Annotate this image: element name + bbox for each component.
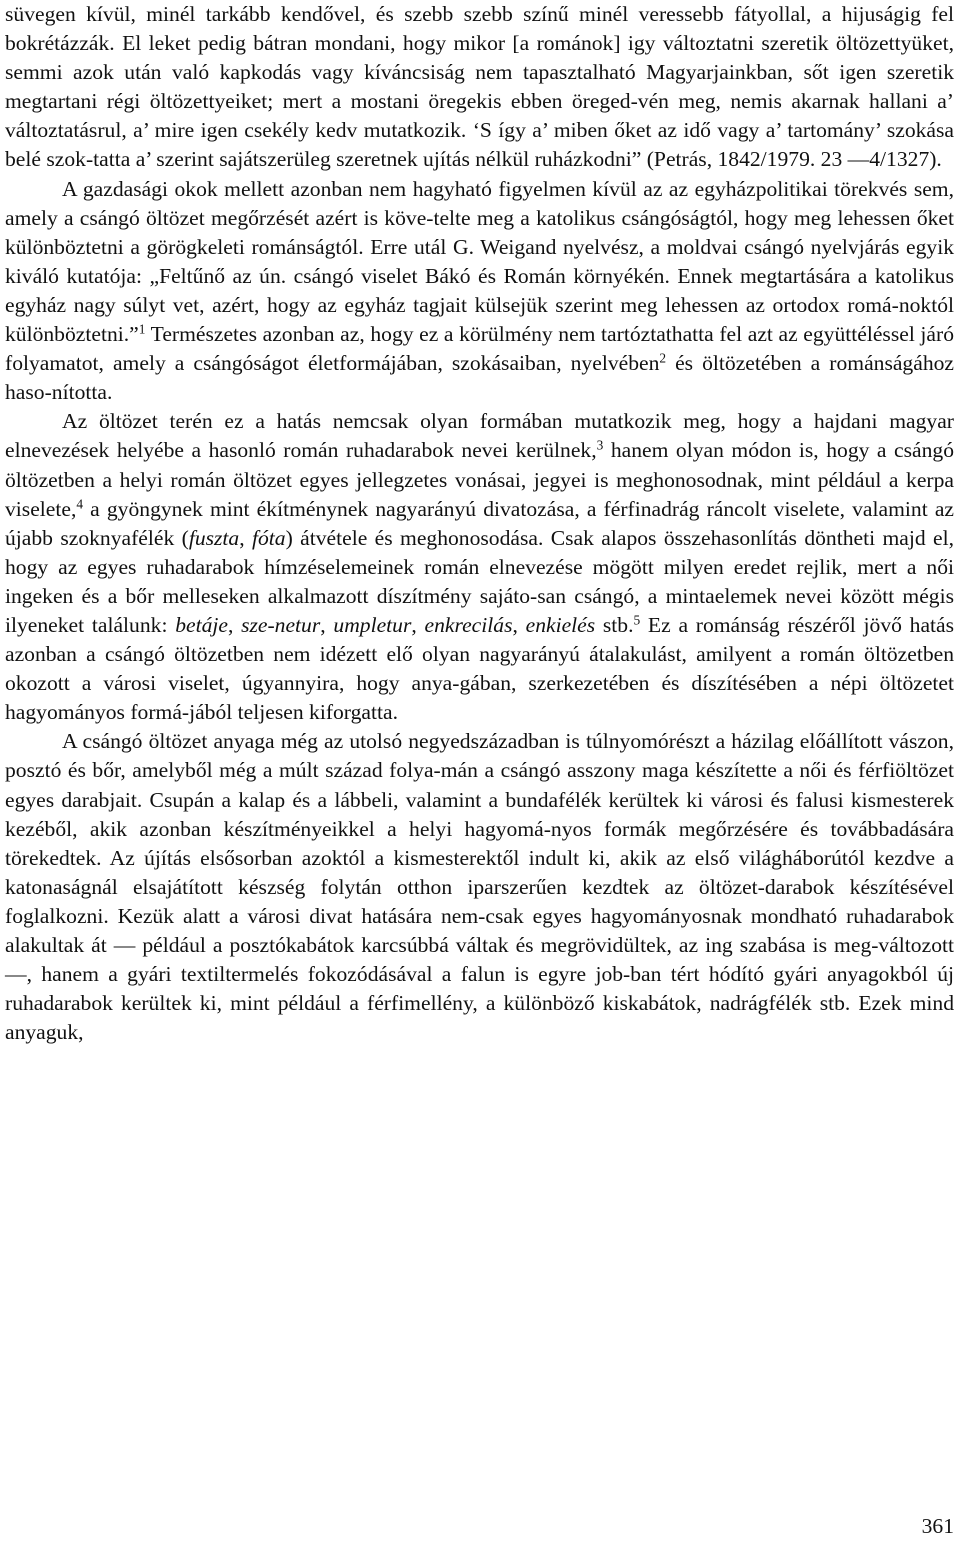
text-run: A gazdasági okok mellett azonban nem hagyható figyelmen kívül az az egyházpolitikai törekvés sem, amely a csángó öltözet megőrzését azért is köve-telte meg a katolikus csángóságtól, hogy meg lehessen őket különböztetni a görögkeleti románságtól. Erre utál G. Weigand nyelvész, a moldvai csángó nyelvjárás egyik kiváló kutatója: „Feltűnő az ún. csángó viselet Bákó és Román környékén. Ennek megtartására a katolikus egyház nagy súlyt vet, azért, hogy az egyház tagjait külsejük szerint meg lehessen az ortodox romá-noktól különböztetni.” <box>5 176 954 347</box>
footnote-ref: 3 <box>596 438 604 454</box>
italic-term: umpletur <box>333 612 412 637</box>
text-run: süvegen kívül, minél tarkább kendővel, és szebb szebb színű minél veressebb fátyollal, a hijuságig fel bokrétázzák. El leket pedig bátran mondani, hogy mikor [a románok] igy változtatni szeretik öltözettyüket, semmi azok után való kapkodás vagy kíváncsiság nem tapasztalható Magyarjainkban, sőt igen szeretik megtartani régi öltözettyeiket; mert a mostani öregekis ebben öreged-vén meg, nemis akarnak hallani a’ változtatásrul, a’ mire igen csekély kedv mutatkozik. ‘S így a’ miben őket az idő vagy a’ tartomány’ szokása belé szok-tatta a’ szerint sajátszerüleg szeretnek ujítás nélkül ruházkodni” (Petrás, 1842/1979. 23 —4/1327). <box>5 2 954 172</box>
italic-term: enkrecilás <box>424 612 513 637</box>
italic-term: fuszta <box>188 525 240 550</box>
text-run: , <box>512 612 526 637</box>
text-run: stb. <box>595 612 634 637</box>
text-run: hanem olyan módon is, hogy a csángó öltözetben a helyi román öltözet egyes jellegzetes vonásai, jegyei is meghonosodnak, mint például a kerpa viselete, <box>5 438 954 521</box>
text-run: Ez a románság részéről jövő hatás azonban a csángó öltözetben nem idézett elő olyan nagyarányú átalakulást, amilyent a román öltözetben okozott a városi viselet, úgyannyira, hogy anya-gában, szerkezetében és díszítésében a népi öltözetet hagyományos formá-jából teljesen kiforgatta. <box>5 612 955 725</box>
italic-term: betáje <box>175 612 228 637</box>
text-run: Az öltözet terén ez a hatás nemcsak olyan formában mutatkozik meg, hogy a hajdani magyar elnevezések helyébe a hasonló román ruhadarabok nevei kerülnek, <box>5 409 954 463</box>
text-run: és öltözetében a románságához haso-nította. <box>5 351 954 405</box>
footnote-ref: 5 <box>633 612 641 628</box>
paragraph <box>5 175 954 408</box>
footnote-ref: 4 <box>76 496 84 512</box>
text-run: , <box>227 612 242 637</box>
text-run: , <box>411 612 425 637</box>
body-text <box>5 0 954 1047</box>
text-run: a gyöngynek mint ékítménynek nagyarányú divatozása, a férfinadrág ráncolt viselete, valamint az újabb szoknyafélék ( <box>5 496 954 550</box>
text-run: , <box>239 525 253 550</box>
paragraph <box>5 407 954 727</box>
paragraph <box>5 0 954 175</box>
footnote-ref: 2 <box>659 350 667 366</box>
italic-term: fóta <box>252 525 286 550</box>
paragraph <box>5 727 954 1047</box>
text-run: , <box>320 612 334 637</box>
text-run: ) átvétele és meghonosodása. Csak alapos összehasonlítás döntheti majd el, hogy az egyes ruhadarabok hímzéselemeinek román elnevezése mögött milyen eredet rejlik, mert a női ingeken és a bőr melleseken alkalmazott díszítmény sajáto-san csángó, a mintaelemek nevei között mégis ilyeneket találunk: <box>5 525 955 637</box>
text-run: Természetes azonban az, hogy ez a körülmény nem tartóztathatta fel azt az együttéléssel járó folyamatot, amely a csángóságot életformájában, szokásaiban, nyelvében <box>5 322 954 376</box>
italic-term: enkielés <box>525 612 596 637</box>
italic-term: sze-netur <box>241 612 321 637</box>
footnote-ref: 1 <box>138 321 146 337</box>
page-number: 361 <box>921 1514 954 1538</box>
text-run: A csángó öltözet anyaga még az utolsó negyedszázadban is túlnyomórészt a házilag előállított vászon, posztó és bőr, amelyből még a múlt század folya-mán a csángó asszony maga készítette a női és férfiöltözet egyes darabjait. Csupán a kalap és a lábbeli, valamint a bundafélék kerültek ki városi és falusi kismesterek kezéből, akik azonban készítményeikkel a helyi hagyomá-nyos formák megőrzésére és továbbadására törekedtek. Az újítás elsősorban azoktól a kismesterektől indult ki, akik az első világháborútól kezdve a katonaságnál elsajátított készség folytán otthon iparszerűen kezdtek az öltözet-darabok készítésével foglalkozni. Kezük alatt a városi divat hatására nem-csak egyes hagyományosnak mondható ruhadarabok alakultak át — például a posztókabátok karcsúbbá váltak és megrövidültek, az ing szabása is meg-változott —, hanem a gyári textiltermelés fokozódásával a falun is egyre job-ban tért hódító gyári anyagokból új ruhadarabok kerültek ki, mint például a férfimellény, a különböző kiskabátok, nadrágfélék stb. Ezek mind anyaguk, <box>5 729 954 1045</box>
